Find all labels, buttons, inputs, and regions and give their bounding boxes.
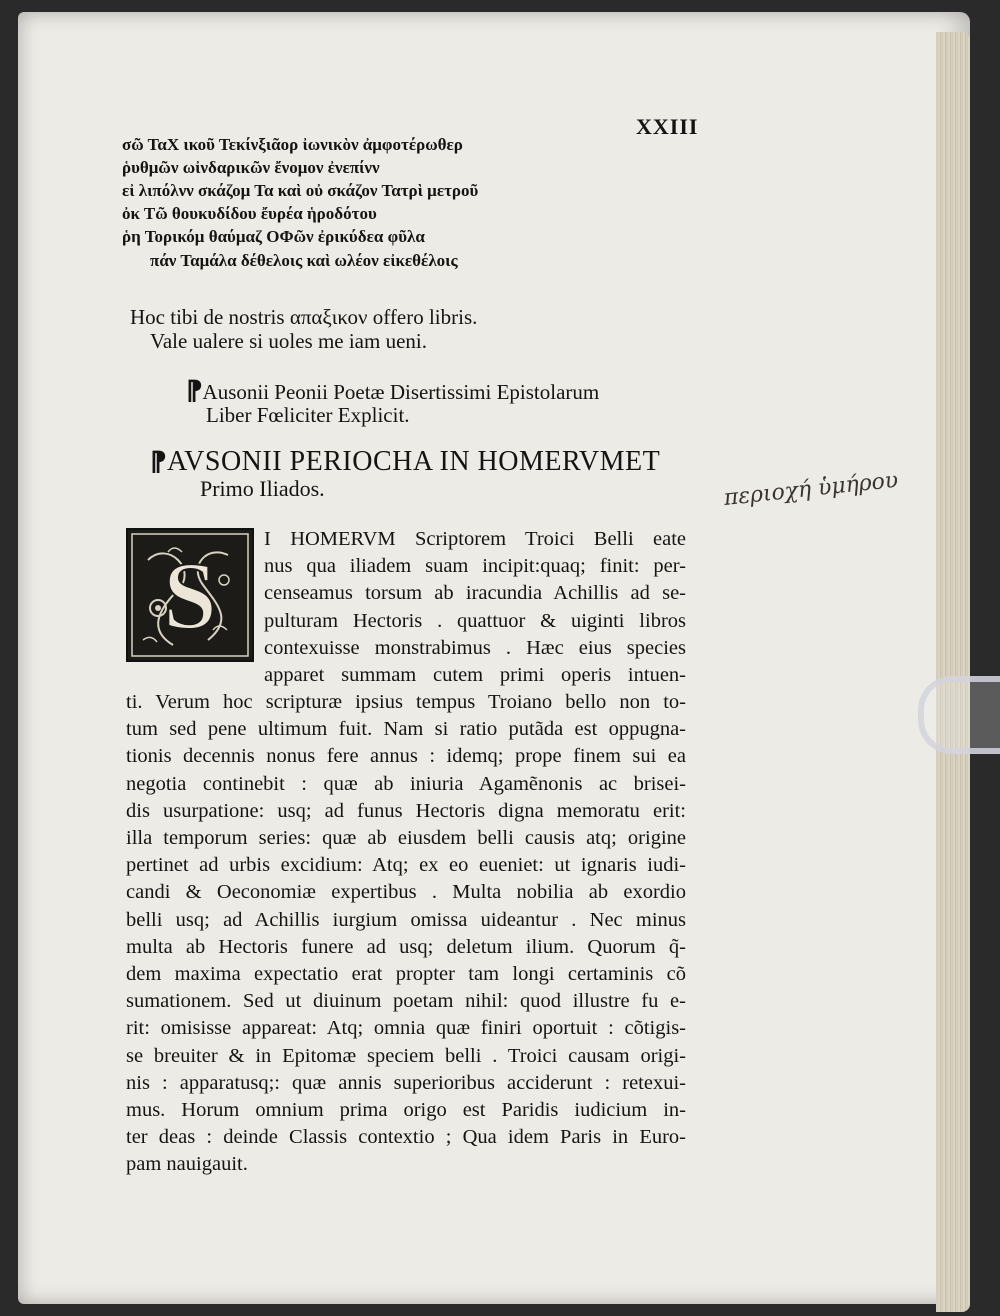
text-line: mus. Horum omnium prima origo est Paridis iudicium in- (126, 1099, 686, 1122)
text-line: nis : apparatusq;: quæ annis superioribus acciderunt : retexui- (126, 1071, 686, 1094)
page-edges (936, 32, 970, 1312)
heading-title: AVSONII PERIOCHA IN HOMERVMET (167, 446, 661, 477)
text-line: belli usq; ad Achillis iurgium omissa uideantur . Nec minus (126, 908, 686, 931)
paper-clip (918, 676, 1000, 754)
text-line: tionis decennis nonus fere annus : idemq; prope finem sui ea (126, 745, 686, 768)
text-line: tum sed pene ultimum fuit. Nam si ratio putãda est oppugna- (126, 718, 686, 741)
text-line: dis usurpatione: usq; ad funus Hectoris digna memoratu erit: (126, 799, 686, 822)
text-line: multa ab Hectoris funere ad usq; deletum ilium. Quorum q̃- (126, 935, 686, 958)
greek-line: ῥυθμῶν ωἰνδαρικῶν ἔνομον ἐνεπίνν (122, 158, 380, 177)
greek-line: εἰ λιπόλνν σκάζομ Τα καὶ οὐ σκάζον Τατρὶ μετροῦ (122, 181, 479, 200)
text-line: nus qua iliadem suam incipit:quaq; finit: per- (264, 555, 686, 578)
text-line: ti. Verum hoc scripturæ ipsius tempus Troiano bello non to- (126, 691, 686, 713)
text-line: negotia continebit : quæ ab iniuria Agamẽnonis ac brisei- (126, 772, 686, 795)
text-line: pulturam Hectoris . quattuor & uiginti libros (264, 609, 686, 632)
text-line: illa temporum series: quæ ab eiusdem belli causis atq; origine (126, 827, 686, 850)
text-line: rit: omisisse appareat: Atq; omnia quæ finiri oportuit : cõtigis- (126, 1017, 686, 1040)
text-line: se breuiter & in Epitomæ speciem belli . Troici causam origi- (126, 1044, 686, 1067)
text-line: I HOMERVM Scriptorem Troici Belli eate (264, 528, 686, 550)
pilcrow-mark: ⁋ (150, 447, 168, 476)
section-heading (150, 446, 660, 478)
decorated-initial-s-icon (126, 528, 254, 662)
text-line: apparet summam cutem primi operis intuen- (264, 664, 686, 687)
greek-line: σῶ ΤαΧ ικοῦ Τεκίνξιᾶορ ἰωνικὸν ἀμφοτέρωθερ (122, 135, 463, 154)
text-line: censeamus torsum ab iracundia Achillis ad se- (264, 582, 686, 605)
pilcrow-mark: ⁋ (186, 376, 203, 405)
text-line: candi & Oeconomiæ expertibus . Multa nobilia ab exordio (126, 881, 686, 904)
colophon-line-2: Liber Fœliciter Explicit. (206, 403, 410, 427)
text-line: pam nauigauit. (126, 1153, 248, 1176)
greek-line: πάν Ταμάλα δέθελοις καὶ ωλέον εἰκεθέλοις (150, 251, 458, 270)
folio-number: XXIII (636, 114, 699, 139)
colophon-line-1 (186, 378, 599, 405)
verse-line: Vale ualere si uoles me iam ueni. (150, 329, 427, 353)
text-line: pertinet ad urbis excidium: Atq; ex eo eueniet: ut ignaris iudi- (126, 854, 686, 877)
section-subtitle: Primo Iliados. (200, 476, 325, 501)
body-text-full (126, 689, 686, 1179)
text-line: ter deas : deinde Classis contextio ; Qua idem Paris in Euro- (126, 1126, 686, 1149)
text-line: dem maxima expectatio erat propter tam longi certaminis cõ (126, 963, 686, 986)
verse-line: Hoc tibi de nostris απαξικον offero libris. (130, 305, 478, 329)
text-line: contexuisse monstrabimus . Hæc eius species (264, 636, 686, 659)
text-line: sumationem. Sed ut diuinum poetam nihil: quod illustre fu e- (126, 990, 686, 1013)
greek-line: ῥη Τορικόμ θαύμαζ ΟΦῶν ἐρικύδεα φῦλα (122, 227, 425, 246)
greek-line: ὀκ Τῶ θουκυδίδου ἔυρέα ἡροδότου (122, 204, 377, 223)
colophon-text-1: Ausonii Peonii Poetæ Disertissimi Epistolarum (202, 380, 600, 404)
svg-text:S: S (163, 542, 217, 649)
body-text-indented (264, 526, 686, 689)
handwritten-margin-note: περιοχή ὑμήρου (722, 467, 900, 511)
